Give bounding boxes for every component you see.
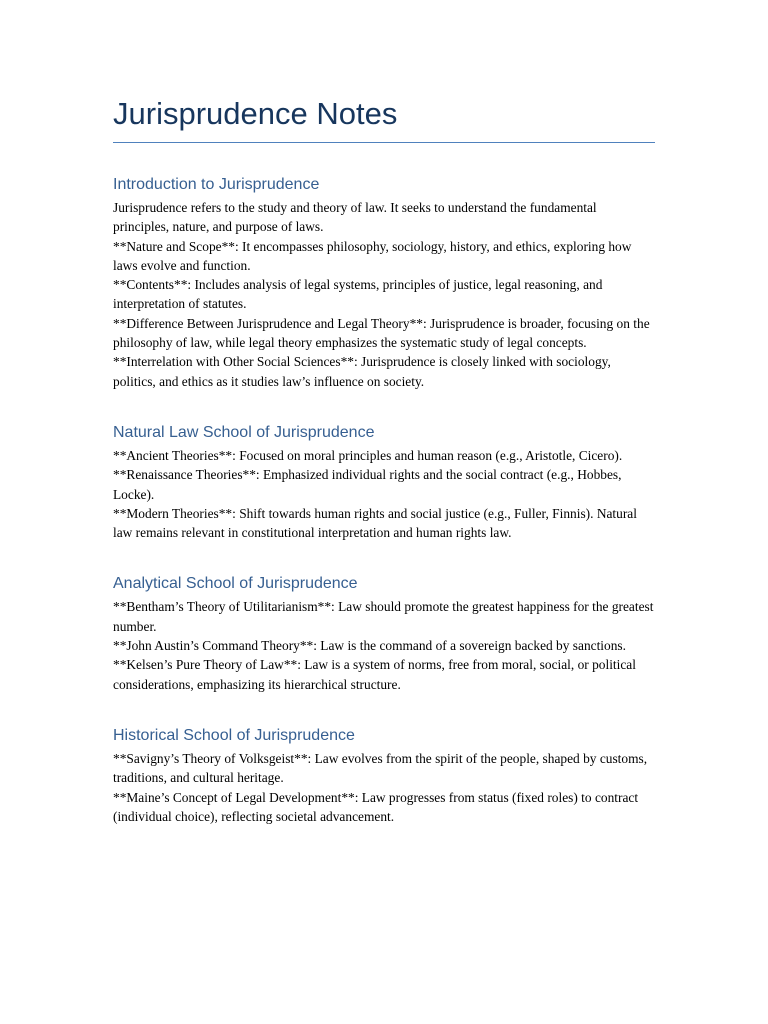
paragraph: **Nature and Scope**: It encompasses philosophy, sociology, history, and ethics, exploring how laws evolve and function. (113, 238, 632, 273)
section-historical (113, 725, 655, 826)
paragraph: Jurisprudence refers to the study and theory of law. It seeks to understand the fundamental principles, nature, and purpose of laws. (113, 200, 597, 235)
paragraph: **Difference Between Jurisprudence and Legal Theory**: Jurisprudence is broader, focusing on the philosophy of law, while legal theory emphasizes the systematic study of legal concepts. (113, 315, 650, 351)
section-heading: Historical School of Jurisprudence (113, 726, 355, 744)
section-natural-law (113, 422, 655, 542)
paragraph: **Modern Theories**: Shift towards human rights and social justice (e.g., Fuller, Finnis). Natural law remains relevant in constitutional interpretation and human rights law. (113, 505, 637, 541)
paragraph: **Maine’s Concept of Legal Development**: Law progresses from status (fixed roles) to contract (individual choice), reflecting societal advancement. (113, 789, 639, 824)
section-analytical (113, 573, 655, 693)
paragraph: **Renaissance Theories**: Emphasized individual rights and the social contract (e.g., Hobbes, Locke). (113, 467, 622, 502)
section-introduction (113, 174, 655, 391)
section-heading: Introduction to Jurisprudence (113, 176, 320, 193)
paragraph: **Ancient Theories**: Focused on moral principles and human reason (e.g., Aristotle, Cicero). (113, 447, 623, 463)
paragraph: **Interrelation with Other Social Sciences**: Jurisprudence is closely linked with sociology, politics, and ethics as it studies law’s influence on society. (113, 354, 611, 389)
paragraph: **John Austin’s Command Theory**: Law is the command of a sovereign backed by sanctions. (113, 638, 626, 654)
document-page (113, 94, 655, 826)
section-heading: Analytical School of Jurisprudence (113, 575, 358, 593)
section-heading: Natural Law School of Jurisprudence (113, 423, 375, 441)
document-title: Jurisprudence Notes (113, 94, 655, 143)
paragraph: **Kelsen’s Pure Theory of Law**: Law is a system of norms, free from moral, social, or political considerations, emphasizing its hierarchical structure. (113, 657, 636, 692)
paragraph: **Bentham’s Theory of Utilitarianism**: Law should promote the greatest happiness for the greatest number. (113, 599, 654, 634)
paragraph: **Savigny’s Theory of Volksgeist**: Law evolves from the spirit of the people, shaped by customs, traditions, and cultural heritage. (113, 750, 648, 786)
paragraph: **Contents**: Includes analysis of legal systems, principles of justice, legal reasoning, and interpretation of statutes. (113, 277, 603, 312)
